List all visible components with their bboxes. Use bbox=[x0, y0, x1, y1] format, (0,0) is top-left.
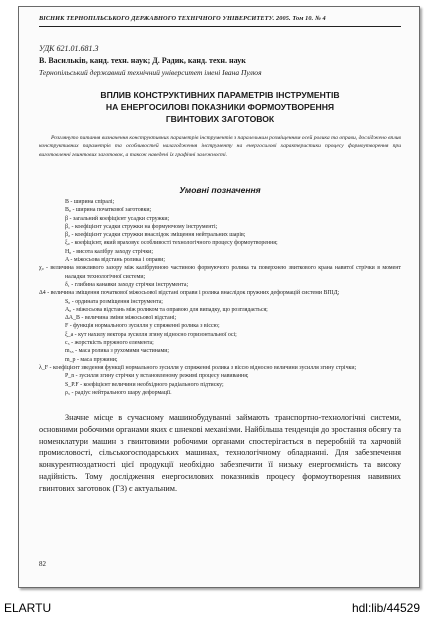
udc-code: УДК 621.01.681.3 bbox=[39, 44, 99, 53]
notation-item: m₅₅ - маса ролика з рухомими частинами; bbox=[65, 348, 170, 355]
body-text bbox=[39, 412, 401, 495]
notation-item: δ₁ - глибина канавки заходу стрічки інструмента; bbox=[65, 281, 189, 288]
notation-item: S₀ - ордината розміщення інструмента; bbox=[65, 298, 163, 305]
journal-header: ВІСНИК ТЕРНОПІЛЬСЬКОГО ДЕРЖАВНОГО ТЕХНІЧНОГО УНІВЕРСИТЕТУ. 2005. Том 10. № 4 bbox=[39, 15, 326, 22]
notation-item: F - функція нормального зусилля у спряженні ролика з віссю; bbox=[65, 323, 220, 330]
notation-item: c₅ - жорсткість пружного елемента; bbox=[65, 340, 154, 347]
notation-item: B - ширина спіралі; bbox=[65, 199, 115, 205]
notation-item: ξ₀ - коефіцієнт, який враховує особливості технологічного процесу формоутворення; bbox=[65, 240, 278, 247]
notation-item: S_P.F - коефіцієнт величини необхідного радіального підтиску; bbox=[65, 381, 224, 388]
notation-item: A₀ - міжосьова відстань між роликом та оправою для випадку, що розглядається; bbox=[65, 306, 268, 313]
repository-label: ELARTU bbox=[4, 601, 52, 615]
affiliation: Тернопільський державний технічний університет імені Івана Пулюя bbox=[39, 68, 262, 77]
notation-item: H₀ - висота калібру заходу стрічки; bbox=[65, 248, 153, 255]
notation-item: ξ_a - кут нахилу вектора зусилля згину відносно горизонтальної осі; bbox=[65, 331, 237, 338]
header-rule bbox=[39, 26, 401, 27]
notation-item: β₂ - коефіцієнт усадки стружки внаслідок зміщення нейтральних шарів; bbox=[65, 232, 246, 239]
authors: В. Васильків, канд. техн. наук; Д. Радик, канд. техн. наук bbox=[39, 56, 246, 65]
title-line: НА ЕНЕРГОСИЛОВІ ПОКАЗНИКИ ФОРМОУТВОРЕННЯ bbox=[105, 102, 335, 112]
notation-item: B₀ - ширина початкової заготовки; bbox=[65, 207, 152, 214]
abstract bbox=[39, 134, 401, 159]
notation-item: β₁ - коефіцієнт усадки стружки на формуючому інструменті; bbox=[65, 223, 218, 230]
notation-item: ΔA_B - величина зміни міжосьової відстані; bbox=[65, 315, 177, 322]
title-line: ГВИНТОВИХ ЗАГОТОВОК bbox=[165, 114, 275, 124]
notation-heading: Умовні позначення bbox=[179, 185, 261, 195]
notation-list bbox=[39, 198, 401, 397]
body-paragraph: Значне місце в сучасному машинобудуванні займають транспортно-технологічні системи, основними робочими органами яких є шнекові механізми. Найбільша тенденція до зростання обсягу та номенклатури машин з гвинтовими робочими органами спостерігається в переробній та харчовій промисловості, сільськогосподарських машинах, технологічному обладнанні. Для забезпечення конкурентноздатності цієї продукції необхідно забезпечити її низьку енергоємність та високу надійність. Тому дослідження енергосилових показників процесу формоутворення навивних гвинтових заготовок (ГЗ) є актуальним. bbox=[39, 413, 401, 493]
notation-item: χ₀ - величина можливого зазору між калібрувною частиною формуючого ролика та поверхнею звиткового крана навитої стрічки в момент наладки технологічної системи; bbox=[39, 265, 401, 280]
notation-item: β - загальний коефіцієнт усадки стружки; bbox=[65, 215, 170, 222]
notation-item: m_p - маса пружини; bbox=[65, 356, 118, 363]
title-line: ВПЛИВ КОНСТРУКТИВНИХ ПАРАМЕТРІВ ІНСТРУМЕНТІВ bbox=[100, 90, 340, 100]
notation-item: λ_F - коефіцієнт зведення функції нормального зусилля у спряженні ролика з віссю відносно величини зусилля згину стрічки; bbox=[39, 364, 357, 371]
abstract-text: Розглянуто питання визначення конструктивних параметрів інструментів з паралельним розміщенням осей ролика та оправи, досліджено вплив конструктивних параметрів та особливостей налагодження інструменту на енергосилові характеристики процесу формоутворення при виготовленні гвинтових заготовок, а також наведені їх графічні залежності. bbox=[39, 135, 401, 158]
notation-item: P_n - зусилля згину стрічки у встановленому режимі процесу навивання; bbox=[65, 373, 249, 380]
notation-item: A - міжосьова відстань ролика і оправи; bbox=[65, 257, 165, 264]
page-number: 82 bbox=[39, 560, 46, 568]
handle-label: hdl:lib/44529 bbox=[351, 601, 420, 615]
article-title bbox=[39, 89, 401, 125]
notation-item: ρ₅ - радіус нейтрального шару деформації. bbox=[65, 389, 172, 396]
notation-item: Δ4 - величина зміщення початкової міжосьової відстані оправи і ролика внаслідок пружних деформацій системи ВПІД; bbox=[39, 290, 340, 297]
document-page bbox=[18, 6, 420, 588]
